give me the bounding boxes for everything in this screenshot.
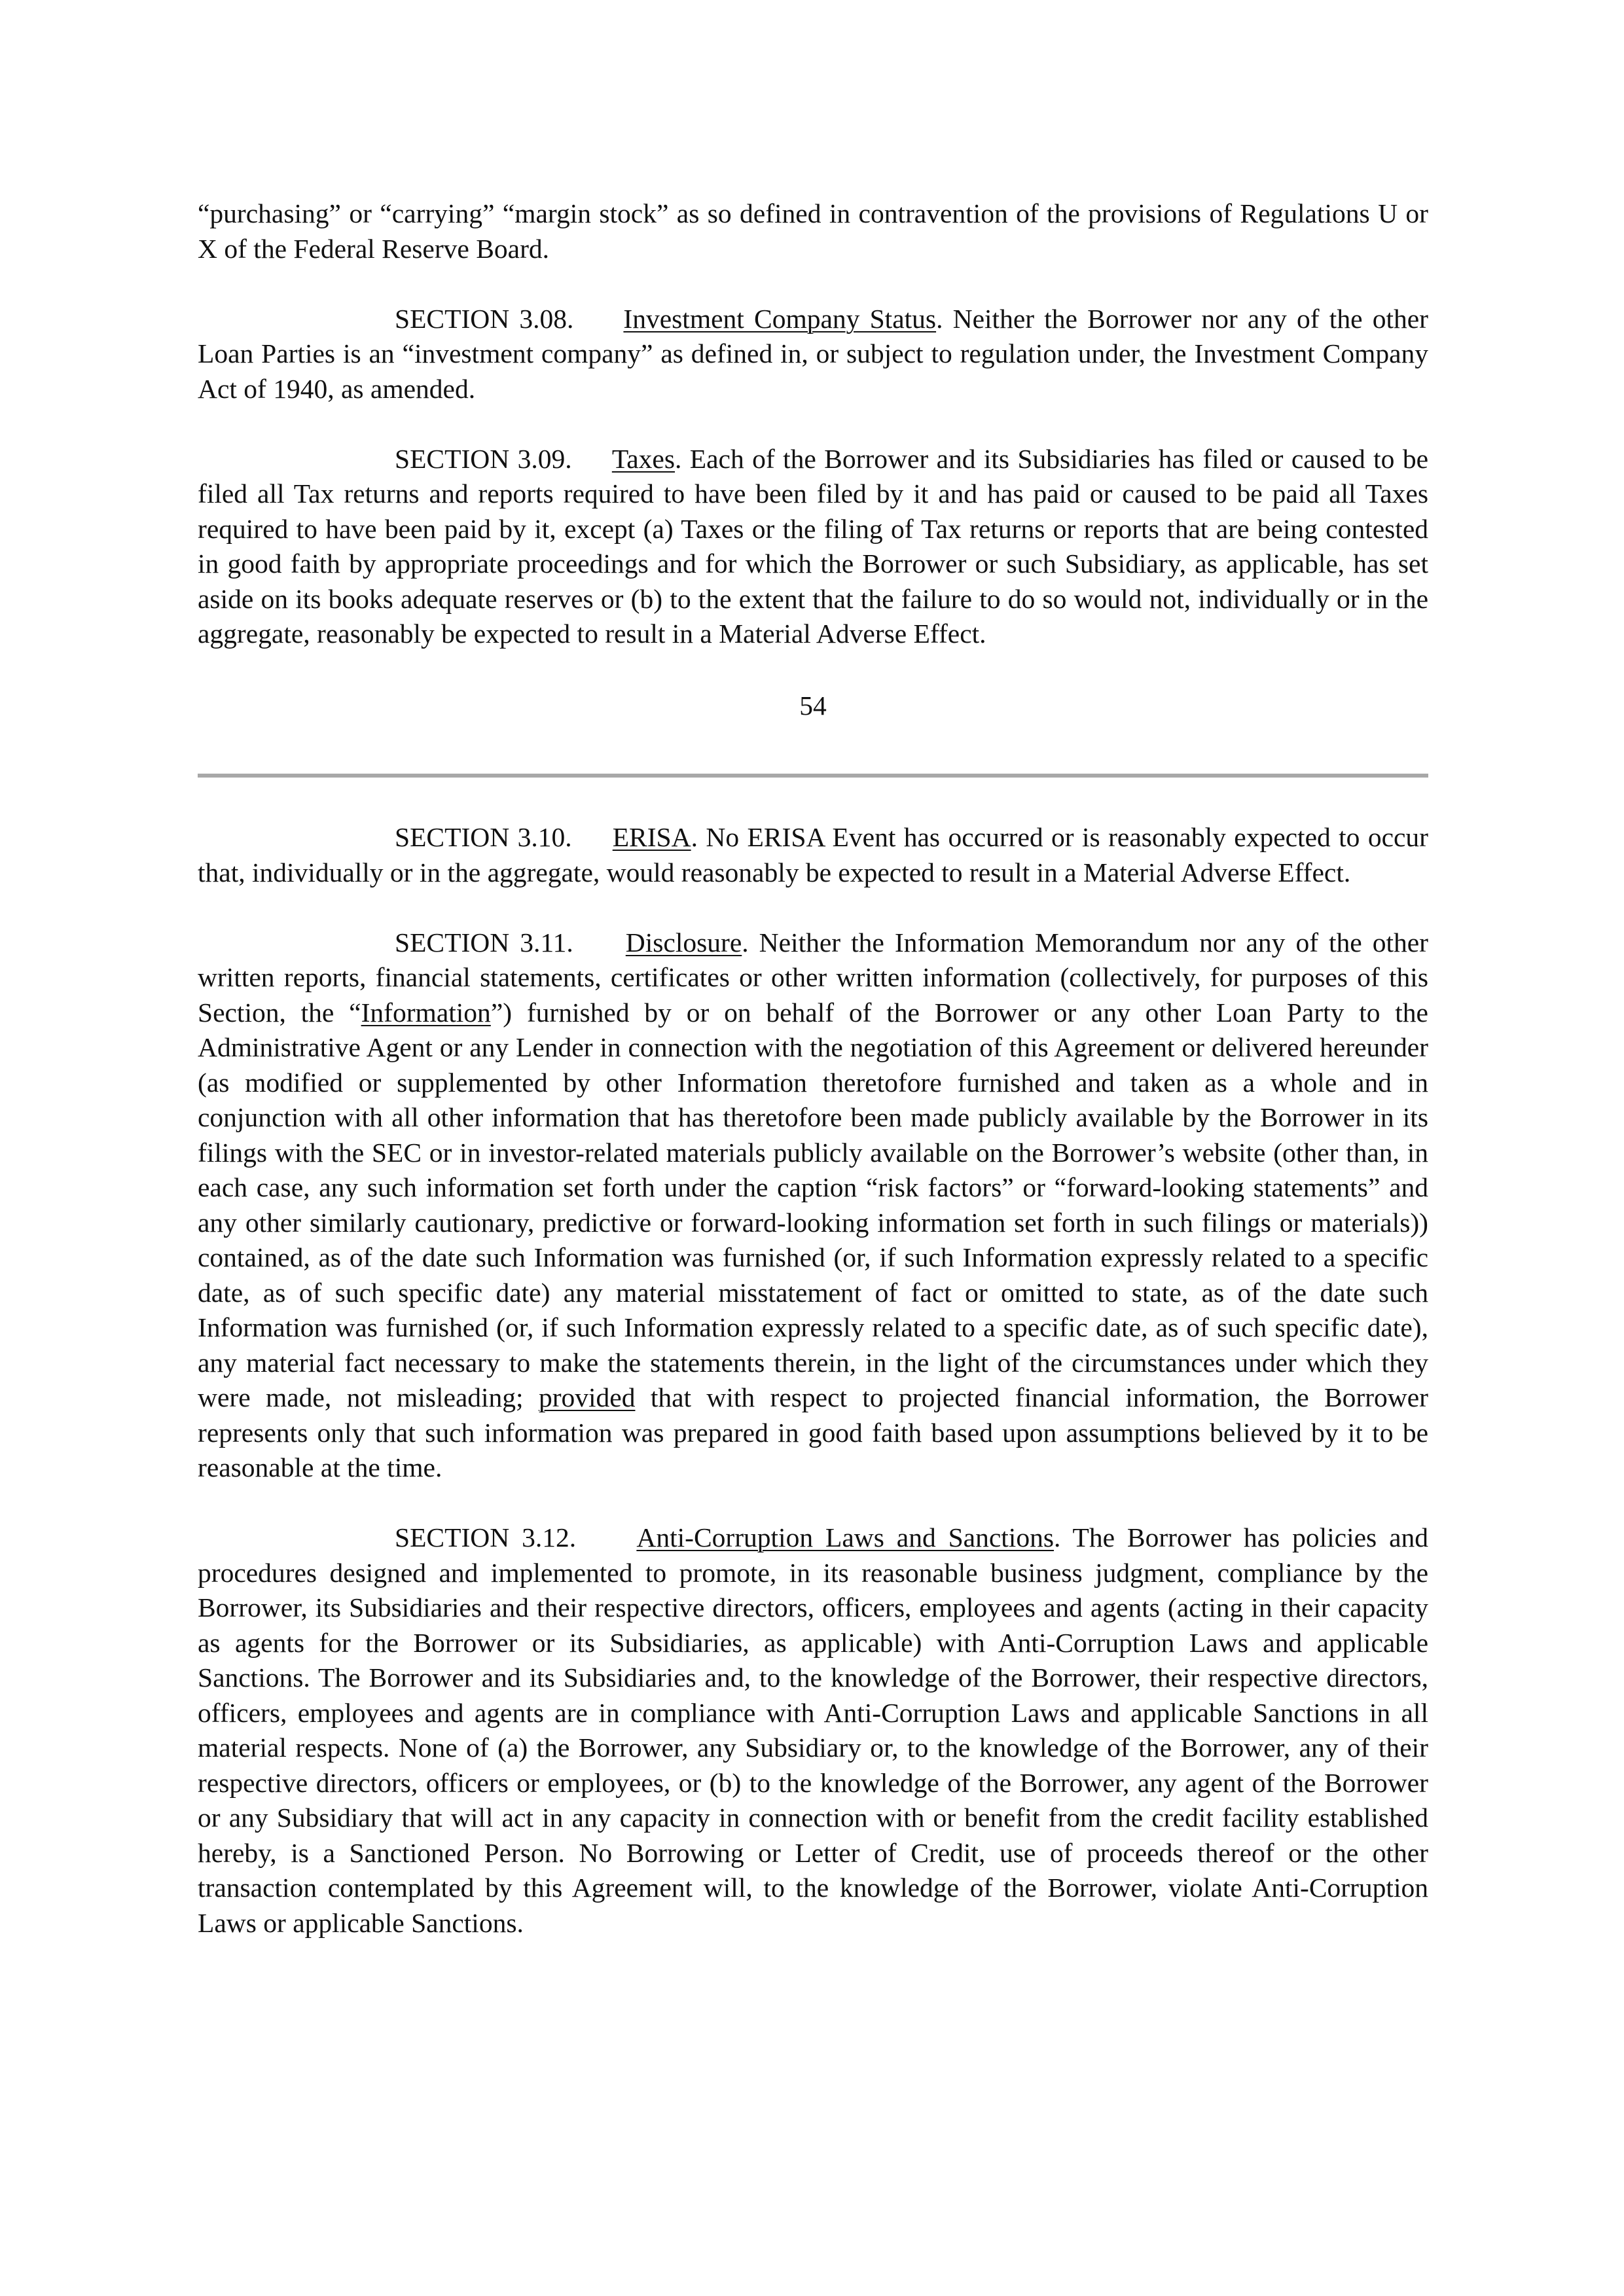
- section-heading: ERISA: [612, 822, 691, 852]
- section-3-10: [198, 820, 1428, 890]
- section-heading: Disclosure: [625, 927, 742, 958]
- section-number: SECTION 3.09.: [395, 443, 572, 474]
- section-heading: Taxes: [611, 443, 676, 474]
- section-body: ”) furnished by or on behalf of the Borrower or any other Loan Party to the Administrative Agent or any Lender in connection with the negotiation of this Agreement or delivered hereunder (as modified or supplemented by other Information theretofore furnished and taken as a whole and in conjunction with all other information that has theretofore been made publicly available by the Borrower in its filings with the SEC or in investor-related materials publicly available on the Borrower’s website (other than, in each case, any such information set forth under the caption “risk factors” or “forward-looking statements” and any other similarly cautionary, predictive or forward-looking information set forth in such filings or materials)) contained, as of the date such Information was furnished (or, if such Information expressly related to a specific date, as of such specific date) any material misstatement of fact or omitted to state, as of the date such Information was furnished (or, if such Information expressly related to a specific date, as of such specific date), any material fact necessary to make the statements therein, in the light of the circumstances under which they were made, not misleading;: [198, 997, 1428, 1412]
- section-body: . No ERISA Event has occurred or is reasonably expected to occur that, individually or in the aggregate, would reasonably be expected to result in a Material Adverse Effect.: [198, 822, 1428, 888]
- page-number: 54: [799, 690, 827, 721]
- continuation-paragraph: [198, 196, 1428, 266]
- section-body: . Each of the Borrower and its Subsidiaries has filed or caused to be filed all Tax returns and reports required to have been filed by it and has paid or caused to be paid all Taxes required to have been paid by it, except (a) Taxes or the filing of Tax returns or reports that are being contested in good faith by appropriate proceedings and for which the Borrower or such Subsidiary, as applicable, has set aside on its books adequate reserves or (b) to the extent that the failure to do so would not, individually or in the aggregate, reasonably be expected to result in a Material Adverse Effect.: [198, 443, 1428, 649]
- paragraph-gap: [198, 266, 1428, 302]
- section-number: SECTION 3.08.: [395, 303, 574, 334]
- continuation-text: “purchasing” or “carrying” “margin stock” as so defined in contravention of the provisions of Regulations U or X of the Federal Reserve Board.: [198, 198, 1428, 264]
- page-break-gap: [198, 778, 1428, 820]
- section-3-11: [198, 925, 1428, 1486]
- section-body: . Neither the Borrower nor any of the other Loan Parties is an “investment company” as defined in, or subject to regulation under, the Investment Company Act of 1940, as amended.: [198, 303, 1428, 404]
- section-number: SECTION 3.10.: [395, 822, 572, 852]
- document-page: [198, 196, 1428, 1941]
- paragraph-gap: [198, 1486, 1428, 1521]
- proviso-term: provided: [538, 1382, 636, 1412]
- section-3-08: [198, 302, 1428, 407]
- paragraph-gap: [198, 890, 1428, 925]
- section-body: . The Borrower has policies and procedures designed and implemented to promote, in its reasonable business judgment, compliance by the Borrower, its Subsidiaries and their respective directors, officers, employees and agents (acting in their capacity as agents for the Borrower or its Subsidiaries, as applicable) with Anti-Corruption Laws and applicable Sanctions. The Borrower and its Subsidiaries and, to the knowledge of the Borrower, their respective directors, officers, employees and agents are in compliance with Anti-Corruption Laws and applicable Sanctions in all material respects. None of (a) the Borrower, any Subsidiary or, to the knowledge of the Borrower, any of their respective directors, officers or employees, or (b) to the knowledge of the Borrower, any agent of the Borrower or any Subsidiary that will act in any capacity in connection with or benefit from the credit facility established hereby, is a Sanctioned Person. No Borrowing or Letter of Credit, use of proceeds thereof or the other transaction contemplated by this Agreement will, to the knowledge of the Borrower, violate Anti-Corruption Laws or applicable Sanctions.: [198, 1522, 1428, 1938]
- page-break-gap: [198, 723, 1428, 774]
- paragraph-gap: [198, 406, 1428, 442]
- section-heading: Investment Company Status: [623, 303, 937, 334]
- defined-term: Information: [361, 997, 491, 1028]
- footer-gap: [198, 652, 1428, 689]
- section-3-12: [198, 1520, 1428, 1941]
- section-body: . Neither the Information Memorandum nor any of the other written reports, financial statements, certificates or other written information (collectively, for purposes of this Section, the “: [198, 927, 1428, 1028]
- section-3-09: [198, 442, 1428, 652]
- section-number: SECTION 3.12.: [395, 1522, 577, 1552]
- section-number: SECTION 3.11.: [395, 927, 573, 958]
- section-heading: Anti-Corruption Laws and Sanctions: [636, 1522, 1054, 1552]
- section-body: that with respect to projected financial information, the Borrower represents only that such information was prepared in good faith based upon assumptions believed by it to be reasonable at the time.: [198, 1382, 1428, 1482]
